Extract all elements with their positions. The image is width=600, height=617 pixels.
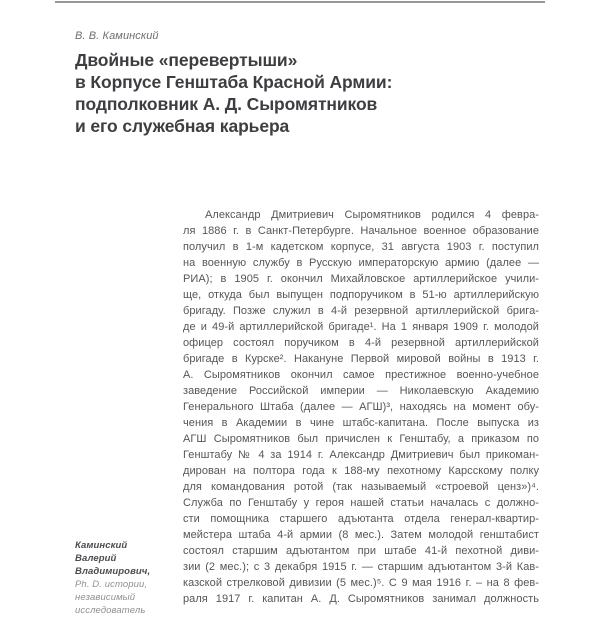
article-title-line: и его служебная карьера	[75, 116, 290, 136]
body-text-line: Генштабу № 4 за 1914 г. Александр Дмитриевич был прикоман-	[183, 449, 539, 461]
body-text-line: чения в Академии в чине штабс-капитана. После выпуска из	[183, 417, 539, 429]
body-text-line: состоял старшим адъютантом при штабе 41-й пехотной диви-	[183, 545, 539, 557]
body-text-line: мейстера штаба 4-й армии (8 мес.). Затем молодой генштабист	[183, 529, 539, 541]
body-text-line: казской стрелковой дивизии (5 мес.)⁵. С 9 мая 1916 г. – на 8 фев-	[183, 577, 539, 589]
body-text-line: заведение Российской империи — Николаевскую Академию	[183, 385, 539, 397]
author-byline: В. В. Каминский	[75, 30, 159, 42]
body-text-line: Генерального Штаба (далее — АГШ)³, находясь на момент обу-	[183, 401, 539, 413]
author-degree-line: независимый	[75, 592, 136, 603]
body-text-line: сти помощника старшего адъютанта отдела генерал-квартир-	[183, 513, 539, 525]
body-text-line: АГШ Сыромятников был причислен к Генштабу, а приказом по	[183, 433, 539, 445]
body-text-line: ля 1886 г. в Санкт-Петербурге. Начальное военное образование	[183, 225, 539, 237]
body-text-line: РИА); в 1905 г. окончил Михайловское артиллерийское учили-	[183, 273, 539, 285]
body-text-line: Александр Дмитриевич Сыромятников родился 4 февра-	[205, 209, 539, 221]
body-text-line: А. Сыромятников окончил самое престижное военно-учебное	[183, 369, 539, 381]
body-text-line: ще, откуда был выпущен подпоручиком в 51-ю артиллерийскую	[183, 289, 539, 301]
body-text-line: де и 49-й артиллерийской бригаде¹. На 1 января 1909 г. молодой	[183, 321, 539, 333]
author-degree-line: Ph. D. истории,	[75, 579, 148, 590]
body-text-line: офицер состоял поручиком в 4-й резервной артиллерийской	[183, 337, 539, 349]
article-body	[183, 207, 539, 607]
body-text-line: для командования ротой (так называемый «строевой ценз»)⁴.	[183, 481, 539, 493]
body-text-line: раля 1917 г. капитан А. Д. Сыромятников занимал должность	[183, 593, 539, 605]
author-name-block	[75, 539, 190, 578]
article-title	[75, 49, 545, 137]
body-text-line: получил в 1-м кадетском корпусе, 31 августа 1903 г. поступил	[183, 241, 539, 253]
author-name-line: Каминский	[75, 540, 128, 551]
body-text-line: дирован на полтора года к 188-му пехотному Карсскому полку	[183, 465, 539, 477]
article-header	[75, 30, 545, 137]
article-title-line: подполковник А. Д. Сыромятников	[75, 94, 378, 114]
body-text-line: Служба по Генштабу у героя нашей статьи началась с должно-	[183, 497, 539, 509]
author-name-line: Валерий Владимирович,	[75, 553, 151, 577]
body-text-line: бригаде в Курске². Накануне Первой мировой войны в 1913 г.	[183, 353, 539, 365]
body-text-line: бригаду. Позже служил в 4-й резервной артиллерийской брига-	[183, 305, 539, 317]
body-text-line: на военную службу в Русскую императорскую армию (далее —	[183, 257, 539, 269]
article-title-line: в Корпусе Генштаба Красной Армии:	[75, 72, 393, 92]
author-degree-line: исследователь	[75, 605, 146, 616]
article-title-line: Двойные «перевертыши»	[75, 50, 298, 70]
author-degree-block	[75, 578, 190, 617]
body-text-line: зии (2 мес.); с 3 декабря 1915 г. — старшим адъютантом 3-й Кав-	[183, 561, 539, 573]
author-info-sidebar	[75, 539, 190, 617]
top-divider	[55, 1, 545, 3]
